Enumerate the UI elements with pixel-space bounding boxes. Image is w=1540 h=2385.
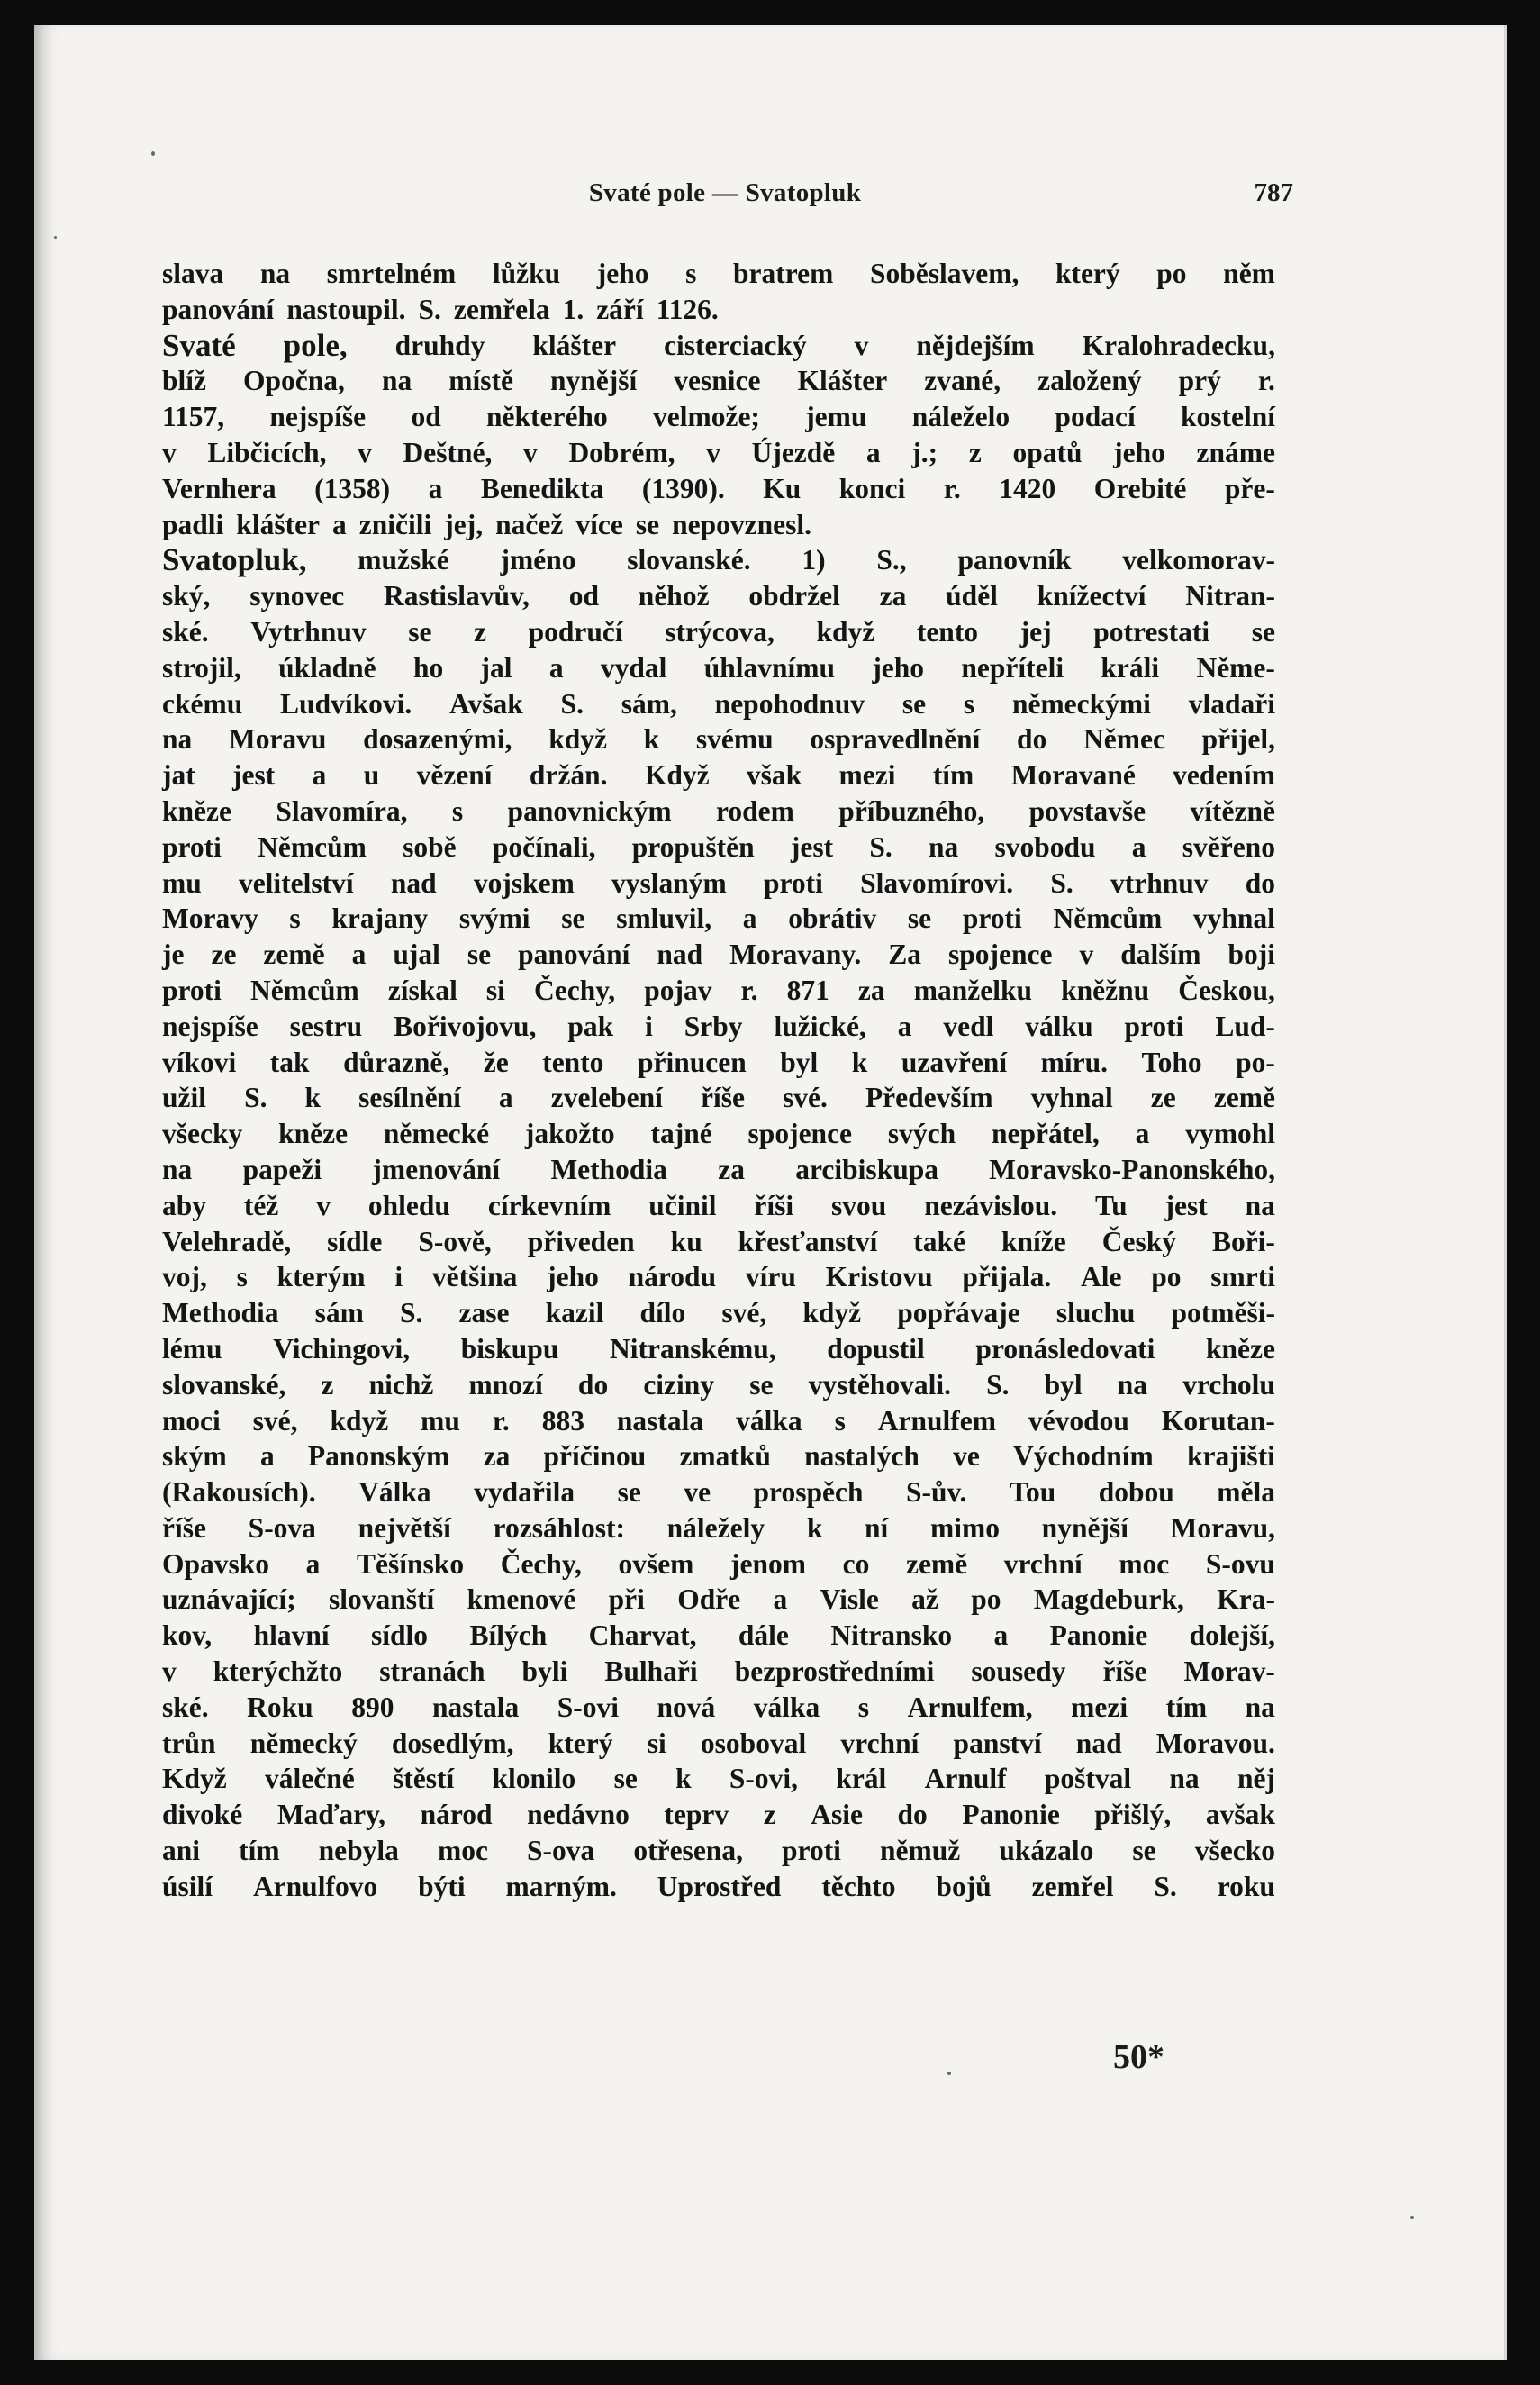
scan-speck <box>947 2072 951 2075</box>
signature-mark: 50* <box>1113 2038 1164 2076</box>
text-line: blíž Opočna, na místě nynější vesnice Klášter zvané, založený prý r. <box>162 365 1275 397</box>
text-line: mu velitelství nad vojskem vyslaným proti Slavomírovi. S. vtrhnuv do <box>162 866 1275 899</box>
text-line: užil S. k sesílnění a zvelebení říše své. Především vyhnal ze země <box>162 1082 1275 1114</box>
scan-speck <box>1410 2216 1414 2219</box>
scan-speck <box>151 151 155 156</box>
text-line: Methodia sám S. zase kazil dílo své, když popřávaje sluchu potměši- <box>162 1297 1275 1329</box>
scan-speck <box>54 236 57 239</box>
text-line: nejspíše sestru Bořivojovu, pak i Srby lužické, a vedl válku proti Lud- <box>162 1010 1275 1042</box>
page-header <box>171 177 1293 213</box>
text-line: ské. Vytrhnuv se z područí strýcova, když tento jej potrestati se <box>162 615 1275 648</box>
text-line: 1157, nejspíše od některého velmože; jemu náleželo podací kostelní <box>162 401 1275 433</box>
text-line: jat jest a u vězení držán. Když však mezi tím Moravané vedením <box>162 759 1275 792</box>
text-line: panování nastoupil. S. zemřela 1. září 1126. <box>162 293 719 325</box>
text-line: padli klášter a zničili jej, načež více se nepovznesl. <box>162 508 811 540</box>
text-line: v kterýchžto stranách byli Bulhaři bezprostředními sousedy říše Morav- <box>162 1655 1275 1688</box>
text-line: strojil, úkladně ho jal a vydal úhlavnímu jeho nepříteli králi Něme- <box>162 651 1275 684</box>
text-line: trůn německý dosedlým, který si osoboval vrchní panství nad Moravou. <box>162 1727 1275 1759</box>
text-line: Když válečné štěstí klonilo se k S-ovi, král Arnulf poštval na něj <box>162 1763 1275 1795</box>
text-line: moci své, když mu r. 883 nastala válka s Arnulfem vévodou Korutan- <box>162 1404 1275 1437</box>
text-line: ckému Ludvíkovi. Avšak S. sám, nepohodnuv se s německými vladaři <box>162 687 1275 720</box>
text-line: úsilí Arnulfovo býti marným. Uprostřed těchto bojů zemřel S. roku <box>162 1870 1275 1902</box>
text-line: aby též v ohledu církevním učinil říši svou nezávislou. Tu jest na <box>162 1189 1275 1221</box>
text-line: proti Němcům sobě počínali, propuštěn jest S. na svobodu a svěřeno <box>162 830 1275 863</box>
text-line: slovanské, z nichž mnozí do ciziny se vystěhovali. S. byl na vrcholu <box>162 1368 1275 1401</box>
text-line: Vernhera (1358) a Benedikta (1390). Ku konci r. 1420 Orebité pře- <box>162 472 1275 504</box>
text-line: uznávající; slovanští kmenové při Odře a Visle až po Magdeburk, Kra- <box>162 1583 1275 1616</box>
text-line: na Moravu dosazenými, když k svému ospravedlnění do Němec přijel, <box>162 723 1275 756</box>
page-number: 787 <box>1254 178 1293 207</box>
text-line: voj, s kterým i většina jeho národu víru Kristovu přijala. Ale po smrti <box>162 1261 1275 1293</box>
text-line: říše S-ova největší rozsáhlost: náležely k ní mimo nynější Moravu, <box>162 1511 1275 1544</box>
text-line: Opavsko a Těšínsko Čechy, ovšem jenom co země vrchní moc S-ovu <box>162 1547 1275 1580</box>
running-head: Svaté pole — Svatopluk <box>588 178 862 207</box>
body-text <box>162 256 1275 1905</box>
text-line: víkovi tak důrazně, že tento přinucen byl k uzavření míru. Toho po- <box>162 1046 1275 1078</box>
text-line: Velehradě, sídle S-ově, přiveden ku křesťanství také kníže Český Boři- <box>162 1225 1275 1257</box>
text-line: Svatopluk, mužské jméno slovanské. 1) S., panovník velkomorav- <box>162 542 1275 578</box>
text-line: ani tím nebyla moc S-ova otřesena, proti němuž ukázalo se všecko <box>162 1835 1275 1867</box>
text-line: slava na smrtelném lůžku jeho s bratrem Soběslavem, který po něm <box>162 258 1275 289</box>
text-line: ským a Panonským za příčinou zmatků nastalých ve Východním krajišti <box>162 1440 1275 1473</box>
text-line: proti Němcům získal si Čechy, pojav r. 871 za manželku kněžnu Českou, <box>162 974 1275 1006</box>
text-line: divoké Maďary, národ nedávno teprv z Asie do Panonie přišlý, avšak <box>162 1799 1275 1831</box>
text-line: na papeži jmenování Methodia za arcibiskupa Moravsko-Panonského, <box>162 1153 1275 1185</box>
text-line: v Libčicích, v Deštné, v Dobrém, v Újezdě a j.; z opatů jeho známe <box>162 436 1275 468</box>
text-line: ský, synovec Rastislavův, od něhož obdržel za úděl knížectví Nitran- <box>162 580 1275 612</box>
text-line: Moravy s krajany svými se smluvil, a obrátiv se proti Němcům vyhnal <box>162 902 1275 935</box>
text-line: Svaté pole, druhdy klášter cisterciacký v nějdejším Kralohradecku, <box>162 327 1275 363</box>
text-line: kov, hlavní sídlo Bílých Charvat, dále Nitransko a Panonie dolejší, <box>162 1619 1275 1652</box>
text-line: ské. Roku 890 nastala S-ovi nová válka s Arnulfem, mezi tím na <box>162 1691 1275 1723</box>
text-line: je ze země a ujal se panování nad Moravany. Za spojence v dalším boji <box>162 939 1275 971</box>
text-line: lému Vichingovi, biskupu Nitranskému, dopustil pronásledovati kněze <box>162 1332 1275 1365</box>
text-line: kněze Slavomíra, s panovnickým rodem příbuzného, povstavše vítězně <box>162 794 1275 827</box>
text-line: všecky kněze německé jakožto tajné spojence svých nepřátel, a vymohl <box>162 1118 1275 1150</box>
text-line: (Rakousích). Válka vydařila se ve prospěch S-ův. Tou dobou měla <box>162 1476 1275 1509</box>
